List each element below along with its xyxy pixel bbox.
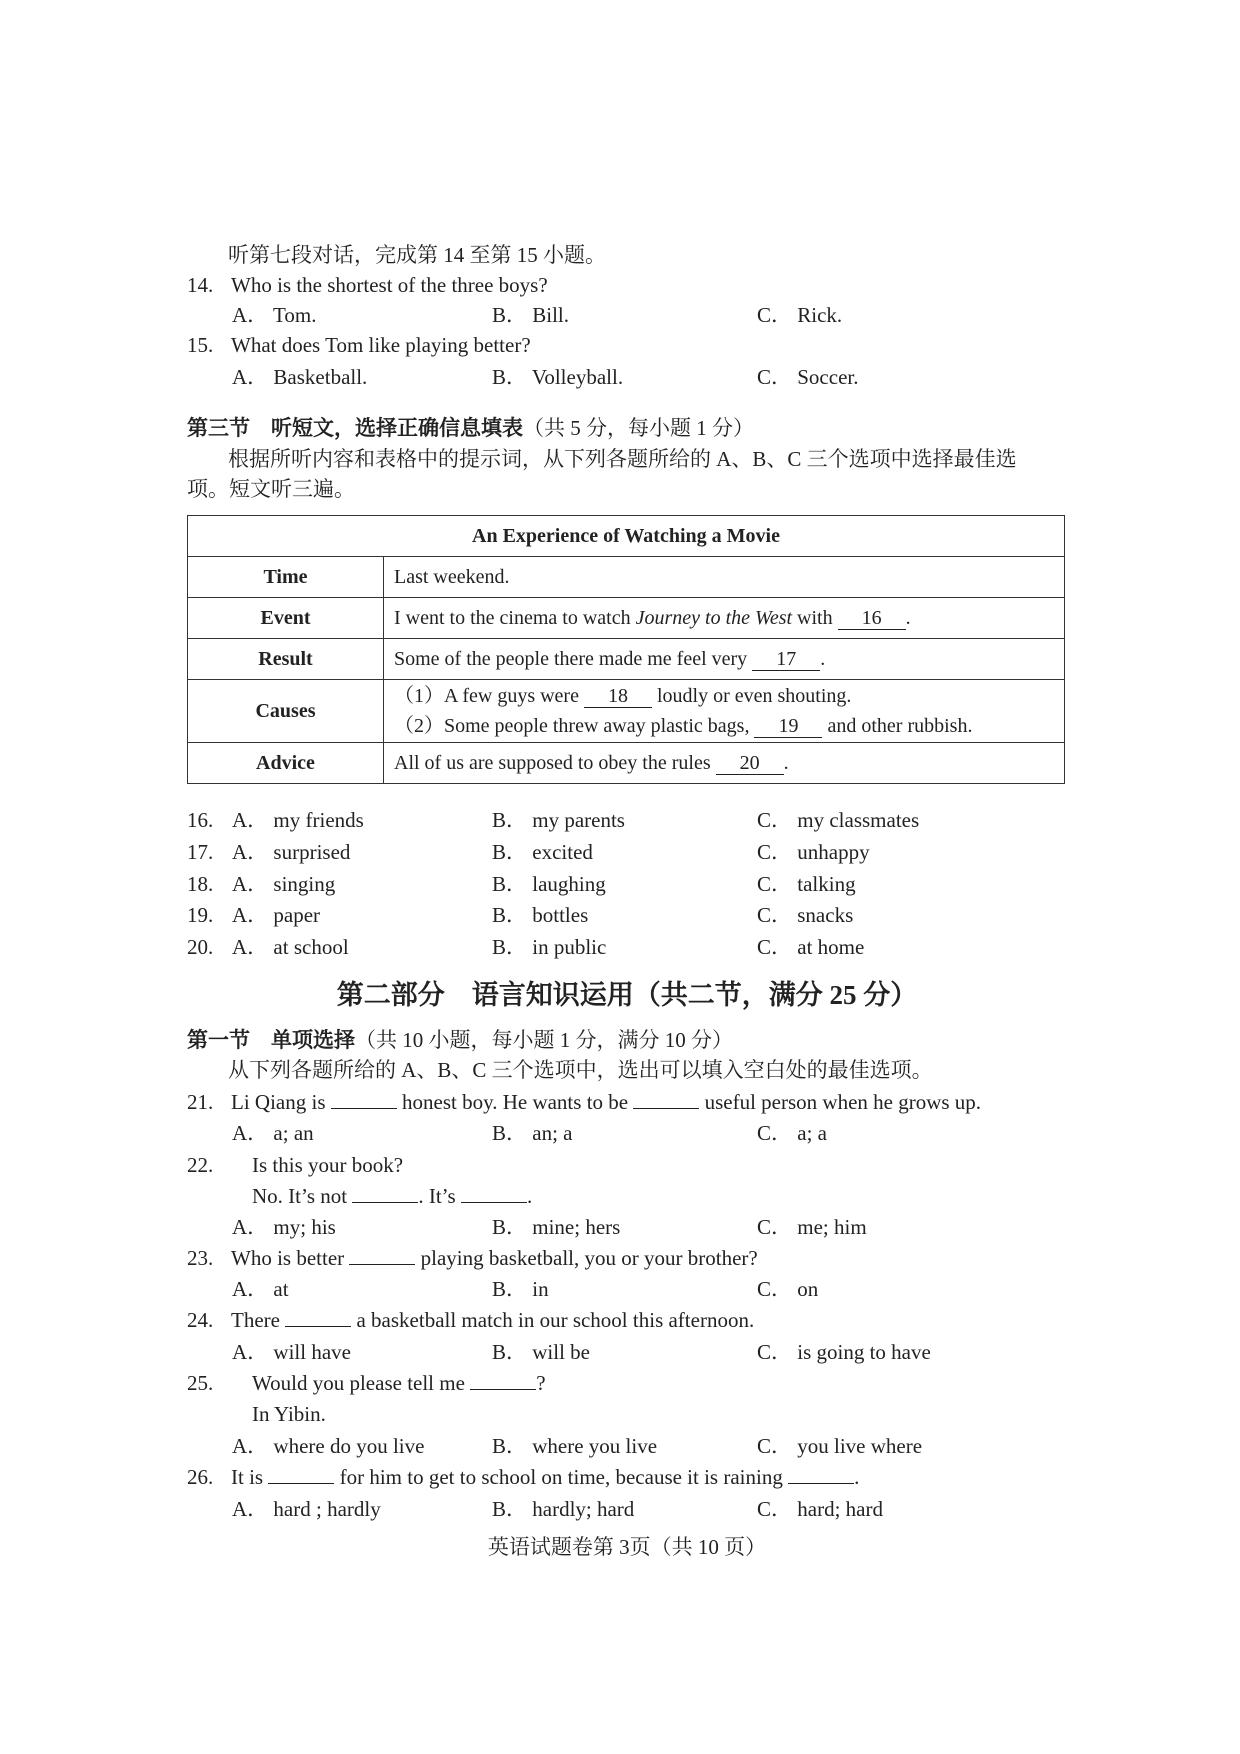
text: with [792,606,838,629]
option-b[interactable]: B． Volleyball. [492,365,624,389]
row-label: Causes [188,680,384,743]
question-25 [187,1368,1067,1398]
row-text [384,680,1065,743]
text: for him to get to school on time, because it is raining [334,1465,789,1489]
section-title: 第一节 单项选择 [187,1028,355,1052]
option-c[interactable]: C． my classmates [757,808,920,832]
row-label: Advice [188,743,384,784]
text: a basketball match in our school this afternoon. [351,1308,755,1332]
question-number: 18. [187,872,214,896]
answer-blank[interactable] [285,1306,351,1327]
table-row-time [188,557,1065,598]
question-number: 19. [187,903,214,927]
question-26 [187,1462,1067,1492]
section-3-instruction: 根据所听内容和表格中的提示词，从下列各题所给的 A、B、C 三个选项中选择最佳选 [228,447,1017,471]
question-number: 15. [187,333,214,357]
question-15 [187,330,1067,360]
question-number: 22. [187,1153,214,1177]
question-number: 25. [187,1371,214,1395]
option-b[interactable]: B． in public [492,935,607,959]
row-label: Time [188,557,384,598]
blank-18[interactable]: 18 [584,685,652,708]
option-c[interactable]: C． me; him [757,1215,867,1239]
option-a[interactable]: A． where do you live [232,1434,425,1458]
row-text: Last weekend. [384,557,1065,598]
option-b[interactable]: B． in [492,1277,549,1301]
section-3-heading [187,413,1067,443]
text: useful person when he grows up. [699,1090,982,1114]
text: I went to the cinema to watch [394,606,636,629]
cause-2 [394,711,1054,741]
option-a[interactable]: A． a; an [232,1121,314,1145]
question-number: 24. [187,1308,214,1332]
option-c[interactable]: C． on [757,1277,819,1301]
option-c[interactable]: C． Soccer. [757,365,859,389]
question-number: 16. [187,808,214,832]
question-number: 26. [187,1465,214,1489]
question-25-options [187,1431,1067,1461]
option-b[interactable]: B． excited [492,840,593,864]
question-21 [187,1087,1067,1117]
answer-blank[interactable] [349,1244,415,1265]
section-3-title: 第三节 听短文，选择正确信息填表 [187,416,523,440]
option-a[interactable]: A． Basketball. [232,365,368,389]
text: Is this your book? [252,1153,404,1177]
text: . [526,1184,533,1208]
movie-experience-table [187,515,1065,784]
text: playing basketball, you or your brother? [415,1246,758,1270]
option-a[interactable]: A． at [232,1277,289,1301]
table-title: An Experience of Watching a Movie [188,516,1065,557]
table-row-causes [188,680,1065,743]
question-number: 20. [187,935,214,959]
question-16-options [187,805,1067,835]
question-24 [187,1305,1067,1335]
option-c[interactable]: C． Rick. [757,303,843,327]
question-text: Who is the shortest of the three boys? [231,273,548,297]
question-26-options [187,1494,1067,1524]
answer-blank[interactable] [331,1088,397,1109]
question-number: 21. [187,1090,214,1114]
cause-1 [394,681,1054,711]
question-text: What does Tom like playing better? [231,333,531,357]
question-number: 23. [187,1246,214,1270]
text: （2）Some people threw away plastic bags, [394,715,755,737]
text: （1）A few guys were [394,685,584,707]
part-2-section-1-instruction: 从下列各题所给的 A、B、C 三个选项中，选出可以填入空白处的最佳选项。 [228,1058,933,1082]
blank-20[interactable]: 20 [716,752,784,775]
option-a[interactable]: A． singing [232,872,336,896]
text: It is [231,1465,269,1489]
option-c[interactable]: C． a; a [757,1121,827,1145]
option-a[interactable]: A． paper [232,903,321,927]
option-a[interactable]: A． will have [232,1340,351,1364]
answer-blank[interactable] [633,1088,699,1109]
blank-16[interactable]: 16 [838,607,906,630]
text: . [905,606,911,629]
blank-19[interactable]: 19 [754,715,822,738]
question-19-options [187,900,1067,930]
text: Who is better [231,1246,350,1270]
question-number: 17. [187,840,214,864]
part-2-title: 第二部分 语言知识运用（共二节，满分 25 分） [336,980,918,1010]
option-b[interactable]: B． Bill. [492,303,570,327]
option-a[interactable]: A． my friends [232,808,364,832]
text: loudly or even shouting. [651,685,852,707]
option-a[interactable]: A． at school [232,935,349,959]
text: . [783,751,789,774]
option-a[interactable]: A． surprised [232,840,351,864]
part-2-section-1-heading [187,1025,1067,1055]
option-a[interactable]: A． hard ; hardly [232,1497,381,1521]
row-label: Event [188,598,384,639]
text: No. It’s not [252,1184,353,1208]
option-c[interactable]: C． talking [757,872,856,896]
answer-blank[interactable] [470,1369,536,1390]
table-row-result [188,639,1065,680]
question-22 [187,1150,1067,1180]
option-a[interactable]: A． Tom. [232,303,317,327]
option-c[interactable]: C． hard; hard [757,1497,883,1521]
option-b[interactable]: B． where you live [492,1434,658,1458]
question-18-options [187,869,1067,899]
question-25-reply: In Yibin. [252,1402,326,1426]
question-number: 14. [187,273,214,297]
option-c[interactable]: C． is going to have [757,1340,931,1364]
question-24-options [187,1337,1067,1367]
text: There [231,1308,286,1332]
option-b[interactable]: B． laughing [492,872,606,896]
movie-title: Journey to the West [635,606,793,629]
question-23-options [187,1274,1067,1304]
option-a[interactable]: A． my; his [232,1215,336,1239]
row-text [384,639,1065,680]
dialog-7-instruction: 听第七段对话，完成第 14 至第 15 小题。 [228,243,606,267]
question-14-options [187,300,1067,330]
answer-blank[interactable] [788,1463,854,1484]
question-22-reply [252,1181,1132,1211]
text: All of us are supposed to obey the rules [394,751,716,774]
option-b[interactable]: B． will be [492,1340,590,1364]
text: Li Qiang is [231,1090,331,1114]
row-label: Result [188,639,384,680]
option-c[interactable]: C． at home [757,935,865,959]
option-b[interactable]: B． hardly; hard [492,1497,635,1521]
option-c[interactable]: C． you live where [757,1434,923,1458]
table-row-event [188,598,1065,639]
answer-blank[interactable] [461,1182,527,1203]
answer-blank[interactable] [268,1463,334,1484]
section-note: （共 10 小题，每小题 1 分，满分 10 分） [355,1028,733,1052]
page-footer: 英语试题卷第 3页（共 10 页） [487,1535,767,1559]
option-b[interactable]: B． bottles [492,903,589,927]
section-3-note: （共 5 分，每小题 1 分） [523,416,754,440]
option-b[interactable]: B． my parents [492,808,625,832]
question-15-options [187,362,1067,392]
blank-17[interactable]: 17 [752,648,820,671]
text: . It’s [418,1184,461,1208]
answer-blank[interactable] [352,1182,418,1203]
option-c[interactable]: C． snacks [757,903,854,927]
text: Would you please tell me [252,1371,471,1395]
table-row-advice [188,743,1065,784]
text: ? [536,1371,546,1395]
text: honest boy. He wants to be [396,1090,634,1114]
option-c[interactable]: C． unhappy [757,840,870,864]
text: . [854,1465,860,1489]
option-b[interactable]: B． an; a [492,1121,573,1145]
row-text [384,598,1065,639]
question-17-options [187,837,1067,867]
option-b[interactable]: B． mine; hers [492,1215,621,1239]
question-23 [187,1243,1067,1273]
section-3-instruction-cont: 项。短文听三遍。 [187,477,355,501]
text: and other rubbish. [822,715,973,737]
question-14 [187,270,1067,300]
question-22-options [187,1212,1067,1242]
row-text [384,743,1065,784]
question-20-options [187,932,1067,962]
text: Some of the people there made me feel very [394,647,753,670]
question-21-options [187,1118,1067,1148]
text: . [820,647,826,670]
